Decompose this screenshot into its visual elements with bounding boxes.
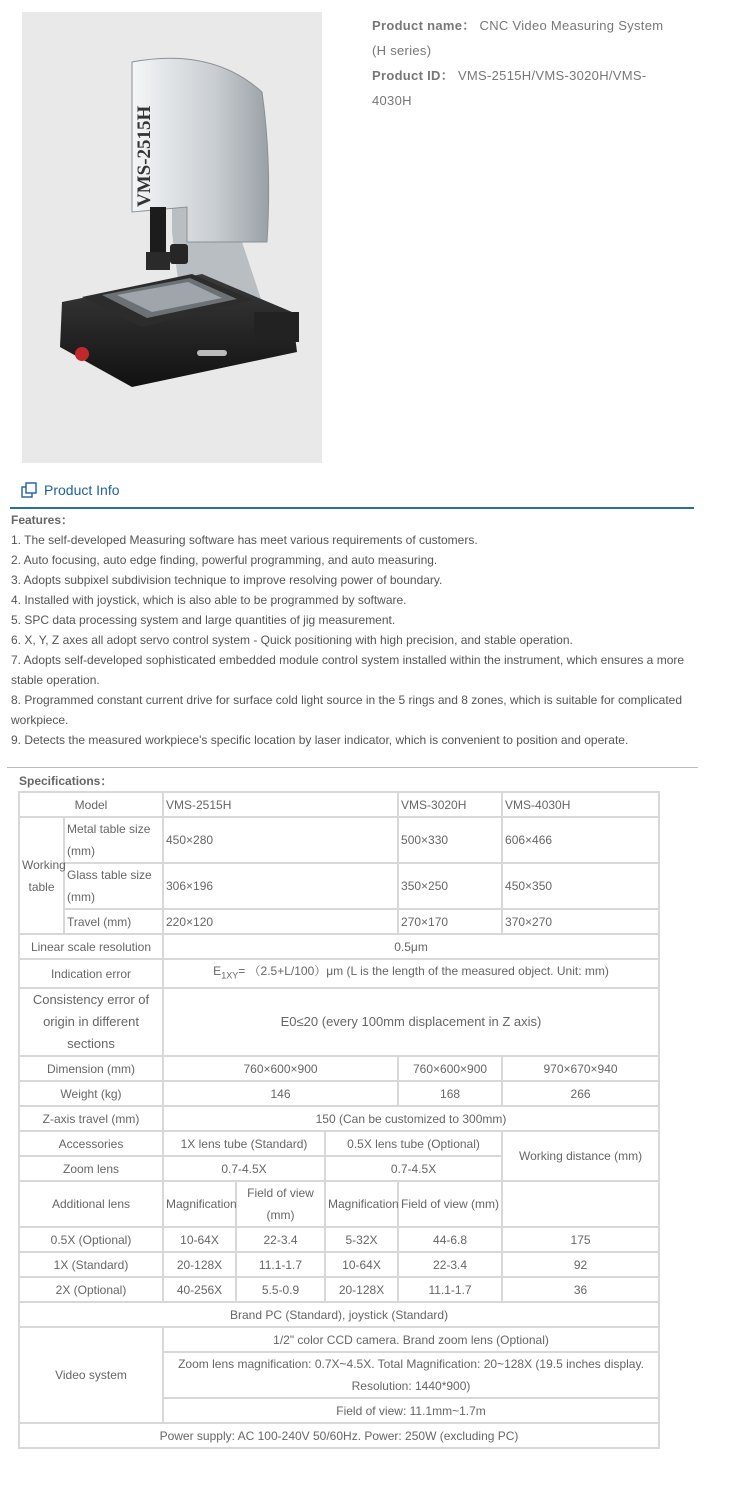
dimension-1: 760×600×900 [163, 1056, 398, 1081]
feature-item: 7. Adopts self-developed sophisticated embedded module control system installed within the instrument, which ensures a more stable operation. [11, 653, 685, 687]
accessory-1x: 1X lens tube (Standard) [163, 1131, 325, 1156]
table-row [19, 1327, 659, 1352]
lens-name: 0.5X (Optional) [19, 1227, 163, 1252]
weight-3: 266 [502, 1081, 659, 1106]
zoom-1x: 0.7-4.5X [163, 1156, 325, 1181]
power-supply: Power supply: AC 100-240V 50/60Hz. Power: 250W (excluding PC) [19, 1423, 659, 1448]
feature-item: 9. Detects the measured workpiece's specific location by laser indicator, which is convenient to position and operate. [11, 733, 629, 747]
product-name [372, 13, 672, 63]
features-section [11, 510, 691, 750]
z-axis-travel-value: 150 (Can be customized to 300mm) [163, 1106, 659, 1131]
glass-2: 350×250 [398, 863, 502, 909]
table-row [19, 934, 659, 959]
glass-3: 450×350 [502, 863, 659, 909]
product-name-value: CNC Video Measuring System (H series) [372, 18, 664, 58]
metal-table-label: Metal table size (mm) [64, 817, 163, 863]
feature-item: 3. Adopts subpixel subdivision technique to improve resolving power of boundary. [11, 573, 443, 587]
table-row [19, 1131, 659, 1156]
weight-label: Weight (kg) [19, 1081, 163, 1106]
z-axis-travel-label: Z-axis travel (mm) [19, 1106, 163, 1131]
product-id-value: VMS-2515H/VMS-3020H/VMS-4030H [372, 68, 647, 108]
table-row [19, 959, 659, 988]
section-divider [7, 767, 698, 768]
feature-item: 6. X, Y, Z axes all adopt servo control system - Quick positioning with high precision, and stable operation. [11, 633, 573, 647]
table-row [19, 1181, 659, 1227]
video-system-magnification: Zoom lens magnification: 0.7X~4.5X. Total Magnification: 20~128X (19.5 inches display. Resolution: 1440*900) [163, 1352, 659, 1398]
feature-item: 8. Programmed constant current drive for surface cold light source in the 5 rings and 8 zones, which is suitable for complicated workpiece. [11, 693, 682, 727]
glass-table-label: Glass table size (mm) [64, 863, 163, 909]
tab-product-info-label: Product Info [44, 482, 120, 498]
dimension-3: 970×670×940 [502, 1056, 659, 1081]
table-row [19, 909, 659, 934]
dimension-2: 760×600×900 [398, 1056, 502, 1081]
metal-3: 606×466 [502, 817, 659, 863]
model-2: VMS-3020H [398, 792, 502, 817]
linear-scale-label: Linear scale resolution [19, 934, 163, 959]
lens-fov-1: 5.5-0.9 [236, 1277, 325, 1302]
lens-fov-2: 44-6.8 [398, 1227, 502, 1252]
model-label: Model [19, 792, 163, 817]
lens-fov-2: 22-3.4 [398, 1252, 502, 1277]
dimension-label: Dimension (mm) [19, 1056, 163, 1081]
table-row [19, 1106, 659, 1131]
field-of-view-header-1: Field of view (mm) [236, 1181, 325, 1227]
table-row [19, 1423, 659, 1448]
travel-3: 370×270 [502, 909, 659, 934]
table-row [19, 988, 659, 1056]
lens-mag-2: 5-32X [325, 1227, 398, 1252]
lens-working-distance: 175 [502, 1227, 659, 1252]
zoom-lens-label: Zoom lens [19, 1156, 163, 1181]
lens-mag-2: 20-128X [325, 1277, 398, 1302]
lens-fov-2: 11.1-1.7 [398, 1277, 502, 1302]
zoom-05x: 0.7-4.5X [325, 1156, 502, 1181]
product-image-label: VMS-2515H [134, 105, 155, 207]
travel-2: 270×170 [398, 909, 502, 934]
working-distance-blank [502, 1181, 659, 1227]
linear-scale-value: 0.5μm [163, 934, 659, 959]
brand-pc: Brand PC (Standard), joystick (Standard) [19, 1302, 659, 1327]
working-table-label: Working table [19, 817, 64, 934]
indication-subscript: 1XY [221, 970, 239, 981]
consistency-error-label: Consistency error of origin in different sections [19, 988, 163, 1056]
product-image-drawing [22, 12, 322, 463]
magnification-header-1: Magnification [163, 1181, 236, 1227]
feature-item: 4. Installed with joystick, which is also able to be programmed by software. [11, 593, 407, 607]
specifications-table [18, 791, 660, 1449]
feature-item: 1. The self-developed Measuring software has meet various requirements of customers. [11, 533, 478, 547]
product-id [372, 63, 672, 113]
lens-working-distance: 92 [502, 1252, 659, 1277]
table-row [19, 792, 659, 817]
features-heading: Features： [11, 513, 74, 527]
table-row [19, 863, 659, 909]
feature-item: 2. Auto focusing, auto edge finding, powerful programming, and auto measuring. [11, 553, 438, 567]
metal-2: 500×330 [398, 817, 502, 863]
accessory-05x: 0.5X lens tube (Optional) [325, 1131, 502, 1156]
indication-error-value [163, 959, 659, 988]
travel-label: Travel (mm) [64, 909, 163, 934]
product-meta [372, 13, 672, 113]
weight-1: 146 [163, 1081, 398, 1106]
glass-1: 306×196 [163, 863, 398, 909]
lens-name: 2X (Optional) [19, 1277, 163, 1302]
video-system-label: Video system [19, 1327, 163, 1423]
product-image [22, 12, 322, 463]
specifications-heading: Specifications： [19, 774, 113, 788]
indication-error-label: Indication error [19, 959, 163, 988]
tab-underline [10, 507, 694, 509]
product-name-label: Product name： [372, 18, 476, 33]
product-id-label: Product ID： [372, 68, 455, 83]
metal-1: 450×280 [163, 817, 398, 863]
magnification-header-2: Magnification [325, 1181, 398, 1227]
field-of-view-header-2: Field of view (mm) [398, 1181, 502, 1227]
additional-lens-label: Additional lens [19, 1181, 163, 1227]
lens-mag-1: 40-256X [163, 1277, 236, 1302]
table-row [19, 1252, 659, 1277]
table-row [19, 1277, 659, 1302]
table-row [19, 1227, 659, 1252]
consistency-error-value: E0≤20 (every 100mm displacement in Z axis) [163, 988, 659, 1056]
video-system-camera: 1/2" color CCD camera. Brand zoom lens (Optional) [163, 1327, 659, 1352]
lens-name: 1X (Standard) [19, 1252, 163, 1277]
accessories-label: Accessories [19, 1131, 163, 1156]
indication-rest: = （2.5+L/100）μm (L is the length of the measured object. Unit: mm) [238, 964, 609, 979]
table-row [19, 1056, 659, 1081]
model-3: VMS-4030H [502, 792, 659, 817]
tab-product-info[interactable] [21, 479, 120, 501]
video-system-field-of-view: Field of view: 11.1mm~1.7m [163, 1398, 659, 1423]
lens-working-distance: 36 [502, 1277, 659, 1302]
travel-1: 220×120 [163, 909, 398, 934]
table-row [19, 817, 659, 863]
weight-2: 168 [398, 1081, 502, 1106]
lens-fov-1: 11.1-1.7 [236, 1252, 325, 1277]
table-row [19, 1081, 659, 1106]
lens-mag-1: 20-128X [163, 1252, 236, 1277]
product-info-icon [21, 482, 38, 499]
lens-mag-2: 10-64X [325, 1252, 398, 1277]
table-row [19, 1302, 659, 1327]
working-distance-label: Working distance (mm) [502, 1131, 659, 1181]
feature-item: 5. SPC data processing system and large quantities of jig measurement. [11, 613, 396, 627]
lens-mag-1: 10-64X [163, 1227, 236, 1252]
lens-fov-1: 22-3.4 [236, 1227, 325, 1252]
model-1: VMS-2515H [163, 792, 398, 817]
indication-e: E [213, 964, 222, 979]
